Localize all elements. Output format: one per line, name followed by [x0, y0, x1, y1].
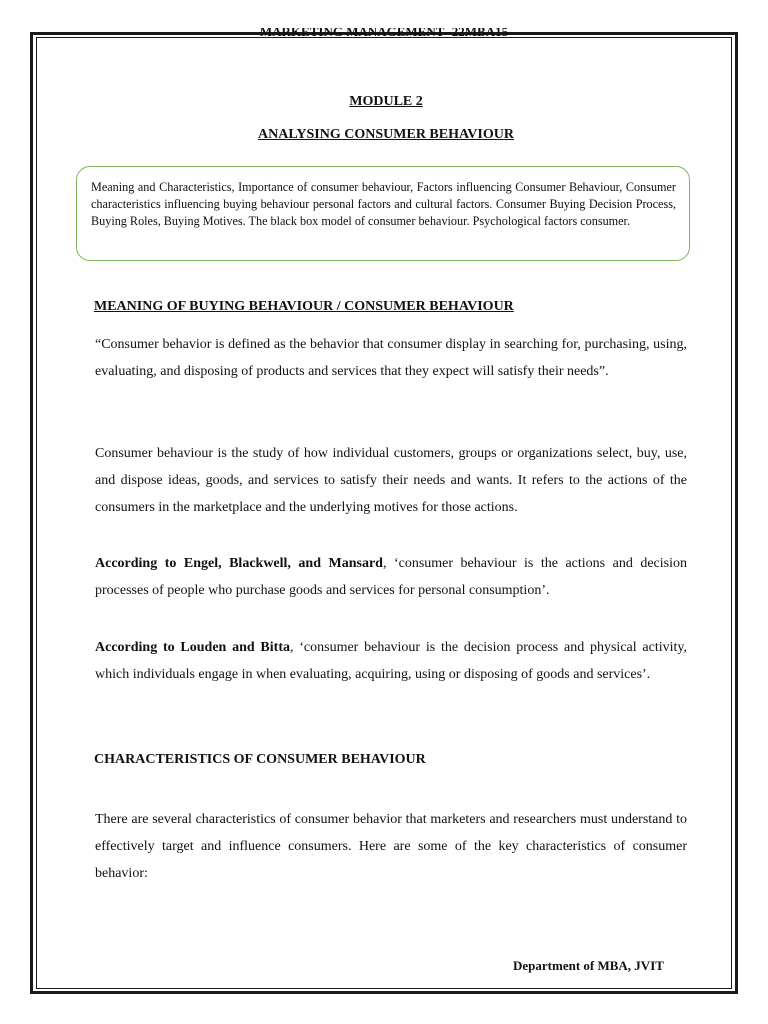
louden-citation: According to Louden and Bitta: [95, 640, 290, 655]
module-title: ANALYSING CONSUMER BEHAVIOUR: [258, 127, 514, 142]
paragraph-characteristics-intro: There are several characteristics of consumer behavior that marketers and researchers must understand to effectively target and influence consumers. Here are some of the key characteristics of consumer behavior:: [95, 812, 687, 881]
syllabus-box: Meaning and Characteristics, Importance of consumer behaviour, Factors influencing Consumer Behaviour, Consumer characteristics influencing buying behaviour personal factors and cultural factors. Consumer Buying Decision Process, Buying Roles, Buying Motives. The black box model of consumer behaviour. Psychological factors consumer.: [76, 166, 690, 261]
engel-citation: According to Engel, Blackwell, and Mansard: [95, 556, 383, 571]
paragraph-definition: “Consumer behavior is defined as the behavior that consumer display in searching for, purchasing, using, evaluating, and disposing of products and services that they expect will satisfy their needs”.: [95, 337, 687, 379]
louden-quote: , ‘consumer behaviour is the decision process and physical activity, which individuals engage in when evaluating, acquiring, using or disposing of goods and services’.: [95, 640, 687, 682]
running-header: [0, 28, 768, 42]
section-heading-characteristics: CHARACTERISTICS OF CONSUMER BEHAVIOUR: [94, 752, 426, 767]
engel-quote: , ‘consumer behaviour is the actions and decision processes of people who purchase goods and services for personal consumption’.: [95, 556, 687, 598]
paragraph-louden: [95, 634, 687, 688]
section-heading-meaning: MEANING OF BUYING BEHAVIOUR / CONSUMER BEHAVIOUR: [94, 299, 514, 314]
module-number: MODULE 2: [349, 94, 423, 109]
footer-department: Department of MBA, JVIT: [513, 958, 664, 973]
course-title: MARKETING MANAGEMENT -22MBA15: [259, 28, 509, 39]
paragraph-engel: [95, 550, 687, 604]
paragraph-study: Consumer behaviour is the study of how individual customers, groups or organizations select, buy, use, and dispose ideas, goods, and services to satisfy their needs and wants. It refers to the actions of the consumers in the marketplace and the underlying motives for those actions.: [95, 446, 687, 515]
